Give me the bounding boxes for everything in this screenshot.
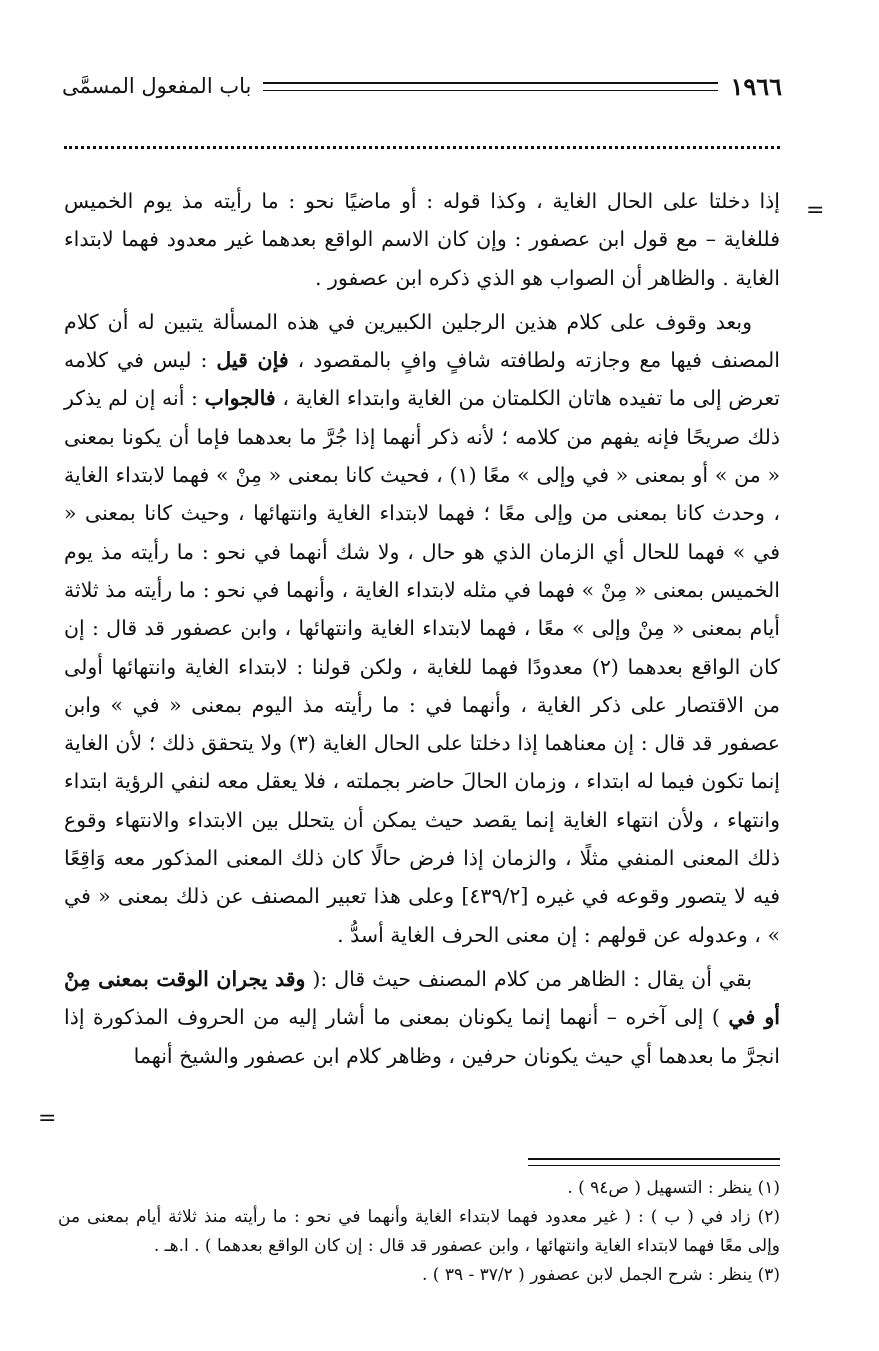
footnote-2: (٢) زاد في ( ب ) : ( غير معدود فهما لابتداء الغاية وأنهما في نحو : ما رأيته منذ ثلاثة أيام بمعنى من وإلى معًا فهما لابتداء الغاية وانتهائها ، وابن عصفور قد قال : إن كان الواقع بعدهما ) . ا.هـ . [58,1207,780,1256]
paragraph-2-part-b: : ليس في كلامه تعرض إلى ما تفيده هاتان الكلمتان من الغاية وابتداء الغاية ، [64,348,780,411]
page-header [62,66,782,106]
paragraph-2 [64,303,780,954]
page-number: ١٩٦٦ [730,71,782,101]
footnotes [58,1174,780,1290]
continuation-mark-bottom: = [38,1106,57,1131]
quoted-matn: وقد يجران الوقت بمعنى مِنْ أو في [64,966,780,1030]
footnote-separator [528,1158,780,1166]
dotted-divider [64,146,780,149]
paragraph-1: إذا دخلتا على الحال الغاية ، وكذا قوله : أو ماضيًا نحو : ما رأيته مذ يوم الخميس فللغاية – مع قول ابن عصفور : وإن كان الاسم الواقع بعدهما غير معدود فهما لابتداء الغاية . والظاهر أن الصواب هو الذي ذكره ابن عصفور . [64,189,780,290]
paragraph-3-part-a: بقي أن يقال : الظاهر من كلام المصنف حيث قال :( [312,966,752,991]
paragraph-3 [64,960,780,1075]
fa-in-qil-term: فإن قيل [216,348,289,373]
footnote-3: (٣) ينظر : شرح الجمل لابن عصفور ( ٣٧/٢ - ٣٩ ) . [421,1265,780,1285]
paragraph-2-part-a: وبعد وقوف على كلام هذين الرجلين الكبيرين في هذه المسألة يتبين له أن كلام المصنف فيها مع وجازته ولطافته شافٍ وافٍ بالمقصود ، [64,309,780,373]
paragraph-2-part-c: : أنه إن لم يذكر ذلك صريحًا فإنه يفهم من كلامه ؛ لأنه ذكر أنهما إذا جُرَّ ما بعدهما فإما أن يكونا بمعنى « من » أو بمعنى « في وإلى » معًا (١) ، فحيث كانا بمعنى « مِنْ » فهما لابتداء الغاية ، وحدث كانا بمعنى من وإلى معًا ؛ فهما لابتداء الغاية وانتهائها ، وحيث كانا بمعنى « في » فهما للحال أي الزمان الذي هو حال ، ولا شك أنهما في نحو : ما رأيته مذ يوم الخميس بمعنى « مِنْ » فهما في مثله لابتداء الغاية ، وأنهما في نحو : ما رأيته مذ ثلاثة أيام بمعنى « مِنْ وإلى » معًا ، فهما لابتداء الغاية وانتهائها ، وابن عصفور قد قال : إن كان الواقع بعدهما (٢) معدودًا فهما للغاية ، ولكن قولنا : لابتداء الغاية وانتهائها أولى من الاقتصار على ذكر الغاية ، وأنهما في : ما رأيته مذ اليوم بمعنى « في » وابن عصفور قد قال : إن معناهما إذا دخلتا على الحال الغاية (٣) ولا يتحقق ذلك ؛ لأن الغاية إنما تكون فيما له ابتداء ، وزمان الحالَ حاضر بجملته ، فلا يعقل معه لنفي الرؤية ابتداء وانتهاء ، ولأن انتهاء الغاية إنما يقصد حيث يمكن أن يتحلل بين الابتداء والانتهاء وقوع ذلك المعنى المنفي مثلًا ، والزمان إذا فرض حالًا كان ذلك المعنى المذكور معه وَاقِعًا فيه لا يتصور وقوعه في غيره [٤٣٩/٢] وعلى هذا تعبير المصنف عن ذلك بمعنى « في » ، وعدوله عن قولهم : إن معنى الحرف الغاية أسدُّ . [64,386,781,947]
running-title: باب المفعول المسمَّى [62,74,252,98]
fal-jawab-term: فالجواب [204,386,276,411]
main-text [64,182,780,1075]
continuation-mark-top: = [806,198,825,223]
header-rule [263,82,718,91]
paragraph-3-part-b: ) إلى آخره – أنهما إنما يكونان بمعنى ما أشار إليه من الحروف المذكورة إذا انجرَّ ما بعدهما أي حيث يكونان حرفين ، وظاهر كلام ابن عصفور والشيخ أنهما [64,1005,780,1068]
footnote-1: (١) ينظر : التسهيل ( ص٩٤ ) . [567,1178,780,1198]
